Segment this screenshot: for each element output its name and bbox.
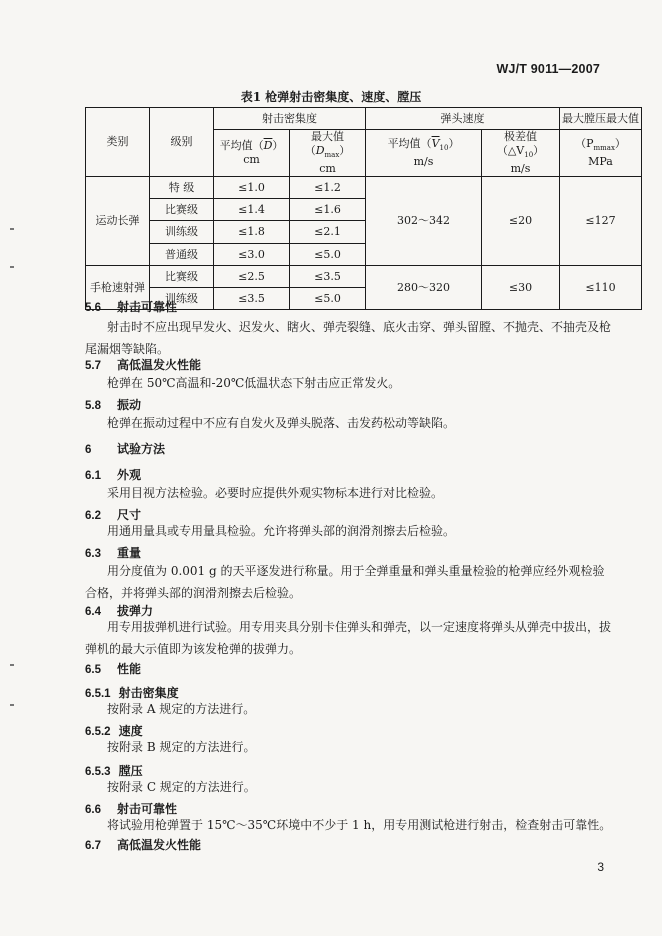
density-max-cell: ≤5.0 — [290, 288, 366, 310]
header-density-avg: 平均值$(\overline{D})$ cm — [214, 130, 290, 177]
pressure-cell: ≤110 — [560, 266, 642, 310]
header-grade: 级别 — [150, 108, 214, 177]
density-avg-cell: ≤1.4 — [214, 199, 290, 221]
table-row — [86, 177, 642, 199]
scan-mark — [10, 228, 14, 230]
category-cell: 手枪速射弹 — [86, 266, 150, 310]
section-6-5-3-text: 按附录 C 规定的方法进行。 — [107, 780, 256, 794]
velocity-range-cell: ≤30 — [482, 266, 560, 310]
section-6-5-heading: 6.5 性能 — [85, 662, 142, 676]
density-max-cell: ≤1.2 — [290, 177, 366, 199]
section-5-7-text: 枪弹在 50℃高温和-20℃低温状态下射击应正常发火。 — [107, 376, 401, 390]
grade-cell: 比赛级 — [150, 266, 214, 288]
header-density: 射击密集度 — [214, 108, 366, 130]
velocity-avg-cell: 302～342 — [366, 177, 482, 266]
velocity-avg-cell: 280～320 — [366, 266, 482, 310]
density-avg-cell: ≤3.0 — [214, 244, 290, 266]
grade-cell: 比赛级 — [150, 199, 214, 221]
section-5-6-text: 射击时不应出现早发火、迟发火、瞎火、弹壳裂缝、底火击穿、弹头留膛、不抛壳、不抽壳及枪尾漏烟等缺陷。 — [85, 320, 612, 356]
header-velocity-avg: 平均值$(\overline{V}_{10})$ m/s — [366, 130, 482, 177]
density-max-cell: ≤1.6 — [290, 199, 366, 221]
header-density-max: 最大值$(D_{max})$ cm — [290, 130, 366, 177]
header-pressure-sub: $(P_{mmax})$ MPa — [560, 130, 642, 177]
grade-cell: 训练级 — [150, 288, 214, 310]
section-6-7-heading: 6.7 高低温发火性能 — [85, 838, 202, 852]
section-6-4-heading: 6.4 拔弹力 — [85, 604, 154, 618]
section-6-1-text: 采用目视方法检验。必要时应提供外观实物标本进行对比检验。 — [107, 486, 444, 500]
section-6-heading: 6 试验方法 — [85, 442, 166, 456]
section-5-7-heading: 5.7 高低温发火性能 — [85, 358, 202, 372]
grade-cell: 特 级 — [150, 177, 214, 199]
section-6-5-1-heading: 6.5.1 射击密集度 — [85, 686, 179, 700]
density-max-cell: ≤2.1 — [290, 221, 366, 244]
velocity-range-cell: ≤20 — [482, 177, 560, 266]
grade-cell: 训练级 — [150, 221, 214, 244]
density-avg-cell: ≤3.5 — [214, 288, 290, 310]
header-pressure: 最大膛压最大值 — [560, 108, 642, 130]
section-6-3-text: 用分度值为 0.001 g 的天平逐发进行称量。用于全弹重量和弹头重量检验的枪弹应经外观检验合格，并将弹头部的润滑剂擦去后检验。 — [85, 564, 605, 600]
section-6-5-2-text: 按附录 B 规定的方法进行。 — [107, 740, 256, 754]
section-6-5-1-text: 按附录 A 规定的方法进行。 — [107, 702, 256, 716]
section-6-2-heading: 6.2 尺寸 — [85, 508, 142, 522]
table-row — [86, 266, 642, 288]
spec-table — [85, 107, 642, 310]
section-5-6-heading: 5.6 射击可靠性 — [85, 300, 178, 314]
page-number: 3 — [597, 860, 604, 874]
section-6-1-heading: 6.1 外观 — [85, 468, 142, 482]
table-caption: 表1 枪弹射击密集度、速度、膛压 — [240, 90, 422, 104]
header-category: 类别 — [86, 108, 150, 177]
scan-mark — [10, 266, 14, 268]
density-avg-cell: ≤1.8 — [214, 221, 290, 244]
category-cell: 运动长弹 — [86, 177, 150, 266]
density-max-cell: ≤5.0 — [290, 244, 366, 266]
section-6-5-3-heading: 6.5.3 膛压 — [85, 764, 143, 778]
header-velocity: 弹头速度 — [366, 108, 560, 130]
section-6-5-2-heading: 6.5.2 速度 — [85, 724, 143, 738]
section-6-4-text: 用专用拔弹机进行试验。用专用夹具分别卡住弹头和弹壳，以一定速度将弹头从弹壳中拔出，拔弹机的最大示值即为该发枪弹的拔弹力。 — [85, 620, 612, 656]
section-6-2-text: 用通用量具或专用量具检验。允许将弹头部的润滑剂擦去后检验。 — [107, 524, 456, 538]
grade-cell: 普通级 — [150, 244, 214, 266]
header-velocity-range: 极差值$(\triangle V_{10})$ m/s — [482, 130, 560, 177]
scan-mark — [10, 664, 14, 666]
density-avg-cell: ≤2.5 — [214, 266, 290, 288]
density-avg-cell: ≤1.0 — [214, 177, 290, 199]
density-max-cell: ≤3.5 — [290, 266, 366, 288]
section-6-3-heading: 6.3 重量 — [85, 546, 142, 560]
section-6-6-heading: 6.6 射击可靠性 — [85, 802, 178, 816]
pressure-cell: ≤127 — [560, 177, 642, 266]
document-code: WJ/T 9011—2007 — [496, 62, 600, 76]
section-5-8-text: 枪弹在振动过程中不应有自发火及弹头脱落、击发药松动等缺陷。 — [107, 416, 456, 430]
scan-mark — [10, 704, 14, 706]
section-6-6-text: 将试验用枪弹置于 15℃～35℃环境中不少于 1 h，用专用测试枪进行射击，检查射击可靠性。 — [107, 818, 612, 832]
section-5-8-heading: 5.8 振动 — [85, 398, 142, 412]
